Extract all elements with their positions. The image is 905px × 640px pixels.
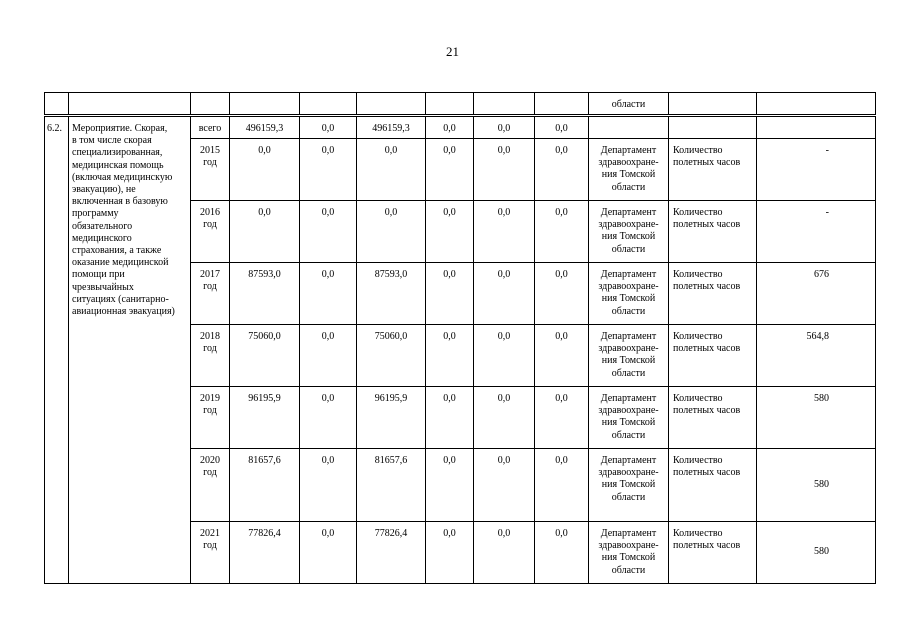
year-value: 0,0 [426,325,474,387]
year-value: 0,0 [474,201,535,263]
section-name-line: включенная в базовую [72,196,168,208]
indicator [669,139,757,201]
total-target [757,117,876,139]
year-value: 0,0 [535,201,589,263]
indicator [669,449,757,522]
total-value: 496159,3 [357,117,426,139]
indicator-line: полетных часов [673,540,741,552]
year-value: 75060,0 [230,325,300,387]
year-year: 2020 [200,455,220,466]
section-name [69,117,191,584]
indicator-line: Количество [673,269,723,280]
indicator-line: Количество [673,455,723,466]
year-value: 81657,6 [357,449,426,522]
total-row [45,117,876,139]
department-line: ния Томской [601,552,656,564]
year-cell [191,387,230,449]
department-line: области [611,491,646,503]
year-cell [191,325,230,387]
year-value: 0,0 [300,201,357,263]
year-value: 0,0 [426,522,474,584]
total-value: 0,0 [426,117,474,139]
department-line: здравоохране- [598,405,659,417]
department-line: ния Томской [601,169,656,181]
indicator-line: Количество [673,331,723,342]
year-value: 0,0 [535,387,589,449]
year-value: 0,0 [300,449,357,522]
section-name-line: оказание медицинской [72,257,169,269]
department-line: ния Томской [601,293,656,305]
target-value: 580 [757,387,876,449]
year-cell [191,449,230,522]
year-value: 0,0 [535,263,589,325]
department-line: Департамент [600,528,657,539]
year-value: 0,0 [300,387,357,449]
year-value: 0,0 [535,325,589,387]
indicator [669,522,757,584]
department-line: Департамент [600,331,657,342]
department-line: ния Томской [601,479,656,491]
department [589,139,669,201]
indicator-line: полетных часов [673,405,741,417]
continued-row [45,93,876,115]
department-line: области [611,564,646,576]
year-value: 0,0 [535,139,589,201]
department [589,387,669,449]
year-year: 2021 [200,528,220,539]
department-line: ния Томской [601,231,656,243]
year-value: 0,0 [474,139,535,201]
year-year: 2017 [200,269,220,280]
department-line: области [611,181,646,193]
total-value: 496159,3 [230,117,300,139]
continued-department: области [589,93,669,115]
year-value: 0,0 [426,263,474,325]
indicator-line: полетных часов [673,219,741,231]
section-name-line: авиационная эвакуация) [72,306,175,318]
year-value: 0,0 [426,201,474,263]
indicator-line: полетных часов [673,157,741,169]
year-value: 0,0 [426,449,474,522]
department [589,449,669,522]
year-value: 0,0 [357,201,426,263]
section-name-line: (включая медицинскую [72,171,173,183]
year-year: 2016 [200,207,220,218]
indicator-line: полетных часов [673,281,741,293]
total-label: всего [191,117,230,139]
total-indicator [669,117,757,139]
section-name-line: чрезвычайных [72,281,134,293]
department-line: Департамент [600,455,657,466]
year-value: 75060,0 [357,325,426,387]
year-value: 0,0 [535,522,589,584]
department-line: Департамент [600,269,657,280]
section-name-line: в том числе скорая [72,135,152,147]
year-year: 2019 [200,393,220,404]
department-line: ния Томской [601,355,656,367]
total-value: 0,0 [535,117,589,139]
year-unit: год [203,540,217,552]
section-number: 6.2. [45,117,69,584]
section-name-line: эвакуацию), не [72,184,136,196]
department-line: здравоохране- [598,157,659,169]
section-name-line: помощи при [72,269,125,281]
department-line: области [611,367,646,379]
department-line: области [611,305,646,317]
total-value: 0,0 [474,117,535,139]
total-value: 0,0 [300,117,357,139]
target-value: 564,8 [757,325,876,387]
indicator-line: Количество [673,145,723,156]
target-value: - [757,139,876,201]
year-unit: год [203,467,217,479]
indicator [669,263,757,325]
total-department [589,117,669,139]
section-name-line: специализированная, [72,147,163,159]
department-line: Департамент [600,393,657,404]
year-value: 0,0 [230,139,300,201]
department-line: области [611,429,646,441]
section-name-line: медицинского [72,232,132,244]
year-value: 0,0 [474,325,535,387]
year-value: 0,0 [300,139,357,201]
target-value: 580 [757,522,876,584]
department-line: области [611,243,646,255]
section-name-line: страхования, а также [72,245,162,257]
department-line: здравоохране- [598,343,659,355]
year-cell [191,263,230,325]
indicator [669,387,757,449]
year-value: 87593,0 [357,263,426,325]
department-line: здравоохране- [598,467,659,479]
department-line: Департамент [600,207,657,218]
year-value: 96195,9 [230,387,300,449]
year-cell [191,201,230,263]
year-value: 0,0 [474,449,535,522]
year-cell [191,139,230,201]
target-value: 580 [757,449,876,522]
year-unit: год [203,157,217,169]
year-year: 2015 [200,145,220,156]
year-value: 0,0 [357,139,426,201]
department-line: здравоохране- [598,281,659,293]
department [589,325,669,387]
department-line: Департамент [600,145,657,156]
year-value: 0,0 [300,325,357,387]
department [589,201,669,263]
indicator-line: Количество [673,207,723,218]
section-name-line: программу [72,208,119,220]
year-value: 0,0 [230,201,300,263]
indicator-line: Количество [673,528,723,539]
year-cell [191,522,230,584]
year-value: 0,0 [474,522,535,584]
year-unit: год [203,343,217,355]
department-line: здравоохране- [598,540,659,552]
target-value: - [757,201,876,263]
indicator-line: полетных часов [673,467,741,479]
department [589,263,669,325]
section-name-line: Мероприятие. Скорая, [72,123,168,134]
year-value: 0,0 [426,139,474,201]
target-value: 676 [757,263,876,325]
year-value: 0,0 [535,449,589,522]
year-value: 81657,6 [230,449,300,522]
indicator-line: полетных часов [673,343,741,355]
department-line: здравоохране- [598,219,659,231]
section-name-line: ситуациях (санитарно- [72,293,169,305]
year-value: 87593,0 [230,263,300,325]
year-value: 0,0 [300,522,357,584]
year-value: 0,0 [474,263,535,325]
indicator [669,325,757,387]
page-number: 21 [446,44,459,59]
year-unit: год [203,405,217,417]
department [589,522,669,584]
year-value: 96195,9 [357,387,426,449]
department-line: ния Томской [601,417,656,429]
indicator-line: Количество [673,393,723,404]
year-value: 77826,4 [230,522,300,584]
year-value: 0,0 [474,387,535,449]
year-unit: год [203,219,217,231]
indicator [669,201,757,263]
section-name-line: медицинская помощь [72,159,164,171]
year-value: 0,0 [300,263,357,325]
year-year: 2018 [200,331,220,342]
year-unit: год [203,281,217,293]
year-value: 0,0 [426,387,474,449]
year-value: 77826,4 [357,522,426,584]
program-table [44,92,876,584]
section-name-line: обязательного [72,220,133,232]
